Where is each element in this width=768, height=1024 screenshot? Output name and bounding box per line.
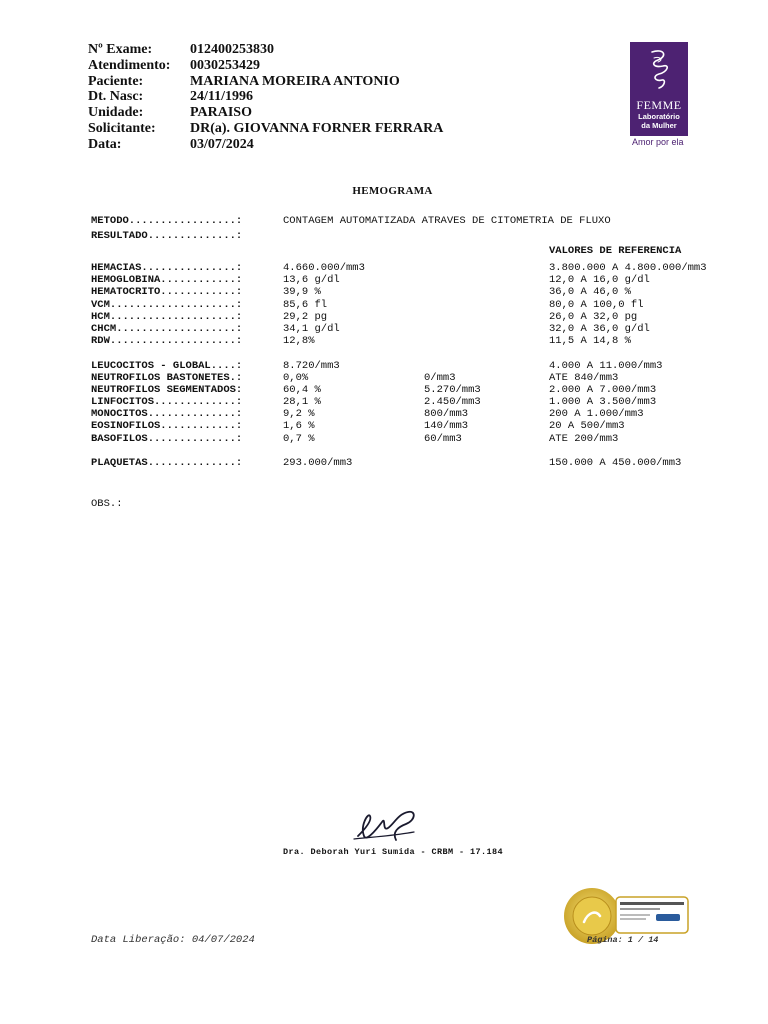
header-field-label: Solicitante: xyxy=(88,120,156,136)
result-row xyxy=(91,457,707,469)
logo-tagline: Amor por ela xyxy=(632,137,684,147)
test-reference: 26,0 A 32,0 pg xyxy=(549,310,638,323)
test-reference: 12,0 A 16,0 g/dl xyxy=(549,274,650,287)
patient-header xyxy=(88,42,443,153)
test-value: 0,0% xyxy=(283,371,309,384)
test-value: 9,2 % xyxy=(283,408,315,421)
test-absolute: 800/mm3 xyxy=(424,408,469,421)
header-field xyxy=(88,137,443,153)
test-absolute xyxy=(424,335,549,347)
header-field-value: MARIANA MOREIRA ANTONIO xyxy=(190,73,400,89)
test-name: HEMOGLOBINA............: xyxy=(91,274,243,287)
reference-values-title: VALORES DE REFERENCIA xyxy=(549,245,682,257)
test-name: VCM....................: xyxy=(91,298,243,311)
header-field-label: Unidade: xyxy=(88,105,144,121)
obs-label: OBS.: xyxy=(91,498,123,510)
report-title: HEMOGRAMA xyxy=(352,185,433,197)
test-name: LINFOCITOS.............: xyxy=(91,396,243,409)
header-field-value: 24/11/1996 xyxy=(190,89,254,105)
test-reference: ATE 200/mm3 xyxy=(549,432,619,445)
resultado-label: RESULTADO..............: xyxy=(91,230,243,242)
result-row xyxy=(91,360,707,372)
test-value: 4.660.000/mm3 xyxy=(283,262,365,274)
test-reference: 80,0 A 100,0 fl xyxy=(549,298,644,311)
header-field-label: Dt. Nasc: xyxy=(88,89,144,105)
test-value: 1,6 % xyxy=(283,420,315,433)
header-field-label: Atendimento: xyxy=(88,57,171,73)
result-row xyxy=(91,286,707,298)
header-field-value: PARAISO xyxy=(190,105,252,121)
header-field-label: Data: xyxy=(88,136,122,152)
header-field xyxy=(88,74,443,90)
test-name: PLAQUETAS..............: xyxy=(91,457,243,469)
header-field-label: Nº Exame: xyxy=(88,42,153,57)
test-value: 12,8% xyxy=(283,335,315,348)
result-row xyxy=(91,408,707,420)
signer-name: Dra. Deborah Yuri Sumida - CRBM - 17.184 xyxy=(283,847,504,857)
result-row xyxy=(91,262,707,274)
test-reference: 150.000 A 450.000/mm3 xyxy=(549,457,682,469)
metodo-value: CONTAGEM AUTOMATIZADA ATRAVES DE CITOMETRIA DE FLUXO xyxy=(283,215,611,227)
test-value: 13,6 g/dl xyxy=(283,274,340,287)
test-value: 293.000/mm3 xyxy=(283,457,353,469)
test-name: HEMACIAS...............: xyxy=(91,262,243,274)
test-absolute xyxy=(424,262,549,274)
result-row xyxy=(91,433,707,445)
femme-swirl-icon xyxy=(630,42,688,98)
test-absolute: 140/mm3 xyxy=(424,420,469,433)
header-field-value: 03/07/2024 xyxy=(190,136,254,152)
result-row xyxy=(91,372,707,384)
test-reference: 2.000 A 7.000/mm3 xyxy=(549,383,657,396)
test-name: LEUCOCITOS - GLOBAL....: xyxy=(91,359,243,372)
header-field xyxy=(88,105,443,121)
test-name: NEUTROFILOS BASTONETES.: xyxy=(91,371,243,384)
test-reference: 32,0 A 36,0 g/dl xyxy=(549,322,650,335)
test-reference: 11,5 A 14,8 % xyxy=(549,335,631,348)
signature-icon xyxy=(352,806,422,846)
result-row xyxy=(91,323,707,335)
result-row xyxy=(91,396,707,408)
metodo-label: METODO.................: xyxy=(91,215,243,227)
header-field-value: 012400253830 xyxy=(190,42,274,57)
test-name: RDW....................: xyxy=(91,335,243,348)
test-value: 29,2 pg xyxy=(283,310,328,323)
test-absolute: 2.450/mm3 xyxy=(424,396,481,409)
header-field-value: 0030253429 xyxy=(190,57,260,73)
test-value: 39,9 % xyxy=(283,286,321,299)
result-row xyxy=(91,384,707,396)
results-table xyxy=(91,262,707,469)
logo-name: FEMME xyxy=(636,98,682,112)
test-absolute: 5.270/mm3 xyxy=(424,383,481,396)
header-field xyxy=(88,89,443,105)
test-reference: 4.000 A 11.000/mm3 xyxy=(549,359,663,372)
result-row xyxy=(91,274,707,286)
femme-logo xyxy=(630,42,688,136)
test-name: MONOCITOS..............: xyxy=(91,408,243,421)
test-absolute xyxy=(424,311,549,323)
test-reference: 20 A 500/mm3 xyxy=(549,420,625,433)
test-reference: 200 A 1.000/mm3 xyxy=(549,408,644,421)
test-name: NEUTROFILOS SEGMENTADOS: xyxy=(91,383,243,396)
page-number: Página: 1 / 14 xyxy=(587,935,659,945)
test-name: HEMATOCRITO............: xyxy=(91,286,243,299)
result-row xyxy=(91,335,707,347)
test-value: 34,1 g/dl xyxy=(283,322,340,335)
result-row xyxy=(91,311,707,323)
test-reference: 1.000 A 3.500/mm3 xyxy=(549,396,657,409)
test-name: HCM....................: xyxy=(91,310,243,323)
header-field-value: DR(a). GIOVANNA FORNER FERRARA xyxy=(190,120,444,136)
test-absolute xyxy=(424,286,549,298)
row-spacer xyxy=(91,347,707,359)
header-field-label: Paciente: xyxy=(88,73,144,89)
test-name: EOSINOFILOS............: xyxy=(91,420,243,433)
test-absolute xyxy=(424,274,549,286)
row-spacer xyxy=(91,445,707,457)
test-reference: 36,0 A 46,0 % xyxy=(549,286,631,299)
header-field xyxy=(88,58,443,74)
test-reference: ATE 840/mm3 xyxy=(549,371,619,384)
test-value: 85,6 fl xyxy=(283,298,328,311)
header-field xyxy=(88,121,443,137)
test-absolute: 60/mm3 xyxy=(424,432,462,445)
test-value: 28,1 % xyxy=(283,396,321,409)
test-name: BASOFILOS..............: xyxy=(91,432,243,445)
release-date: Data Liberação: 04/07/2024 xyxy=(91,934,255,946)
test-value: 0,7 % xyxy=(283,432,315,445)
test-absolute xyxy=(424,323,549,335)
test-reference: 3.800.000 A 4.800.000/mm3 xyxy=(549,262,707,274)
test-absolute: 0/mm3 xyxy=(424,371,456,384)
test-value: 8.720/mm3 xyxy=(283,359,340,372)
test-absolute xyxy=(424,457,549,469)
test-value: 60,4 % xyxy=(283,383,321,396)
header-field xyxy=(88,42,443,58)
test-absolute xyxy=(424,360,549,372)
logo-subtitle: Laboratório da Mulher xyxy=(638,112,680,130)
test-absolute xyxy=(424,299,549,311)
result-row xyxy=(91,299,707,311)
result-row xyxy=(91,420,707,432)
test-name: CHCM...................: xyxy=(91,322,243,335)
